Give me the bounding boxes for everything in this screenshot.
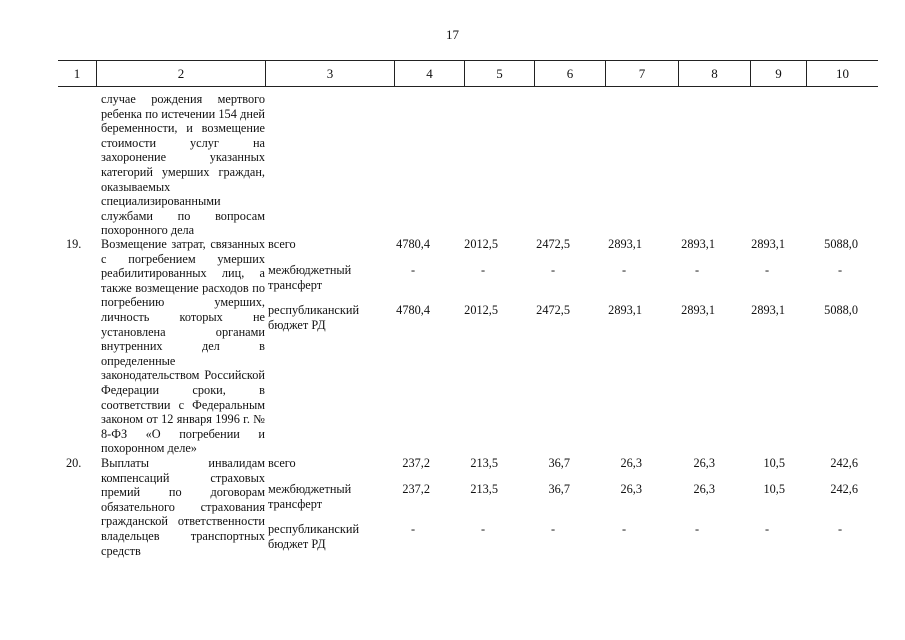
cell-value: - xyxy=(410,263,416,277)
row-kind-total: всего xyxy=(268,456,296,470)
cell-value: 5088,0 xyxy=(824,303,858,317)
cell-value: 36,7 xyxy=(548,456,570,470)
cell-value: - xyxy=(694,263,700,277)
cell-value: - xyxy=(410,522,416,536)
cell-value: - xyxy=(694,522,700,536)
cell-value: 2893,1 xyxy=(751,237,785,251)
header-col-7: 7 xyxy=(605,61,678,86)
cell-value: 36,7 xyxy=(548,482,570,496)
page-number: 17 xyxy=(446,27,459,42)
cell-value: 2893,1 xyxy=(608,303,642,317)
cell-value: 2893,1 xyxy=(608,237,642,251)
cell-value: 5088,0 xyxy=(824,237,858,251)
cell-value: 2472,5 xyxy=(536,303,570,317)
header-col-9: 9 xyxy=(750,61,806,86)
row-kind-republic: республиканский бюджет РД xyxy=(268,522,360,551)
cell-value: - xyxy=(550,522,556,536)
cell-value: 2893,1 xyxy=(681,237,715,251)
cell-value: 4780,4 xyxy=(396,237,430,251)
cell-value: 2472,5 xyxy=(536,237,570,251)
cell-value: 2012,5 xyxy=(464,237,498,251)
cell-value: - xyxy=(480,522,486,536)
continuation-description: случае рождения мертвого ребенка по истечении 154 дней беременности, и возмещение стоимости услуг на захоронение указанных категорий умерших граждан, оказываемых специализированными службами по вопросам похоронного дела xyxy=(101,92,265,238)
row-kind-republic: республиканский бюджет РД xyxy=(268,303,360,332)
row-number: 20. xyxy=(66,456,82,470)
cell-value: 237,2 xyxy=(402,482,430,496)
cell-value: - xyxy=(764,522,770,536)
header-col-1: 1 xyxy=(73,66,81,81)
row-description: Выплаты инвалидам компенсаций страховых премий по договорам обязательного страхования гражданской ответственности владельцев транспортных средств xyxy=(101,456,265,558)
header-col-10: 10 xyxy=(806,61,878,86)
header-col-5: 5 xyxy=(464,61,534,86)
header-col-3: 3 xyxy=(265,61,394,86)
row-kind-interbudget: межбюджетный трансферт xyxy=(268,263,352,292)
cell-value: 10,5 xyxy=(763,482,785,496)
row-number: 19. xyxy=(66,237,82,251)
cell-value: 2012,5 xyxy=(464,303,498,317)
cell-value: - xyxy=(837,263,843,277)
cell-value: - xyxy=(621,263,627,277)
cell-value: 26,3 xyxy=(693,482,715,496)
cell-value: 26,3 xyxy=(693,456,715,470)
cell-value: 2893,1 xyxy=(751,303,785,317)
row-kind-total: всего xyxy=(268,237,296,251)
cell-value: 26,3 xyxy=(620,456,642,470)
cell-value: - xyxy=(550,263,556,277)
cell-value: 237,2 xyxy=(402,456,430,470)
cell-value: - xyxy=(764,263,770,277)
row-kind-interbudget: межбюджетный трансферт xyxy=(268,482,352,511)
cell-value: 26,3 xyxy=(620,482,642,496)
cell-value: 213,5 xyxy=(470,482,498,496)
cell-value: 242,6 xyxy=(830,456,858,470)
cell-value: - xyxy=(480,263,486,277)
cell-value: - xyxy=(837,522,843,536)
table-header xyxy=(58,60,878,87)
header-col-6: 6 xyxy=(534,61,605,86)
cell-value: 4780,4 xyxy=(396,303,430,317)
cell-value: - xyxy=(621,522,627,536)
cell-value: 242,6 xyxy=(830,482,858,496)
cell-value: 2893,1 xyxy=(681,303,715,317)
cell-value: 213,5 xyxy=(470,456,498,470)
header-col-8: 8 xyxy=(678,61,750,86)
row-description: Возмещение затрат, связанных с погребением умерших реабилитированных лиц, а также возмещение расходов по погребению умерших, личность которых не установлена органами внутренних дел в определенные законодательством Российской Федерации сроки, в соответствии с Федеральным законом от 12 января 1996 г. № 8-ФЗ «О погребении и похоронном деле» xyxy=(101,237,265,456)
header-col-4: 4 xyxy=(394,61,464,86)
cell-value: 10,5 xyxy=(763,456,785,470)
header-col-2: 2 xyxy=(96,61,265,86)
